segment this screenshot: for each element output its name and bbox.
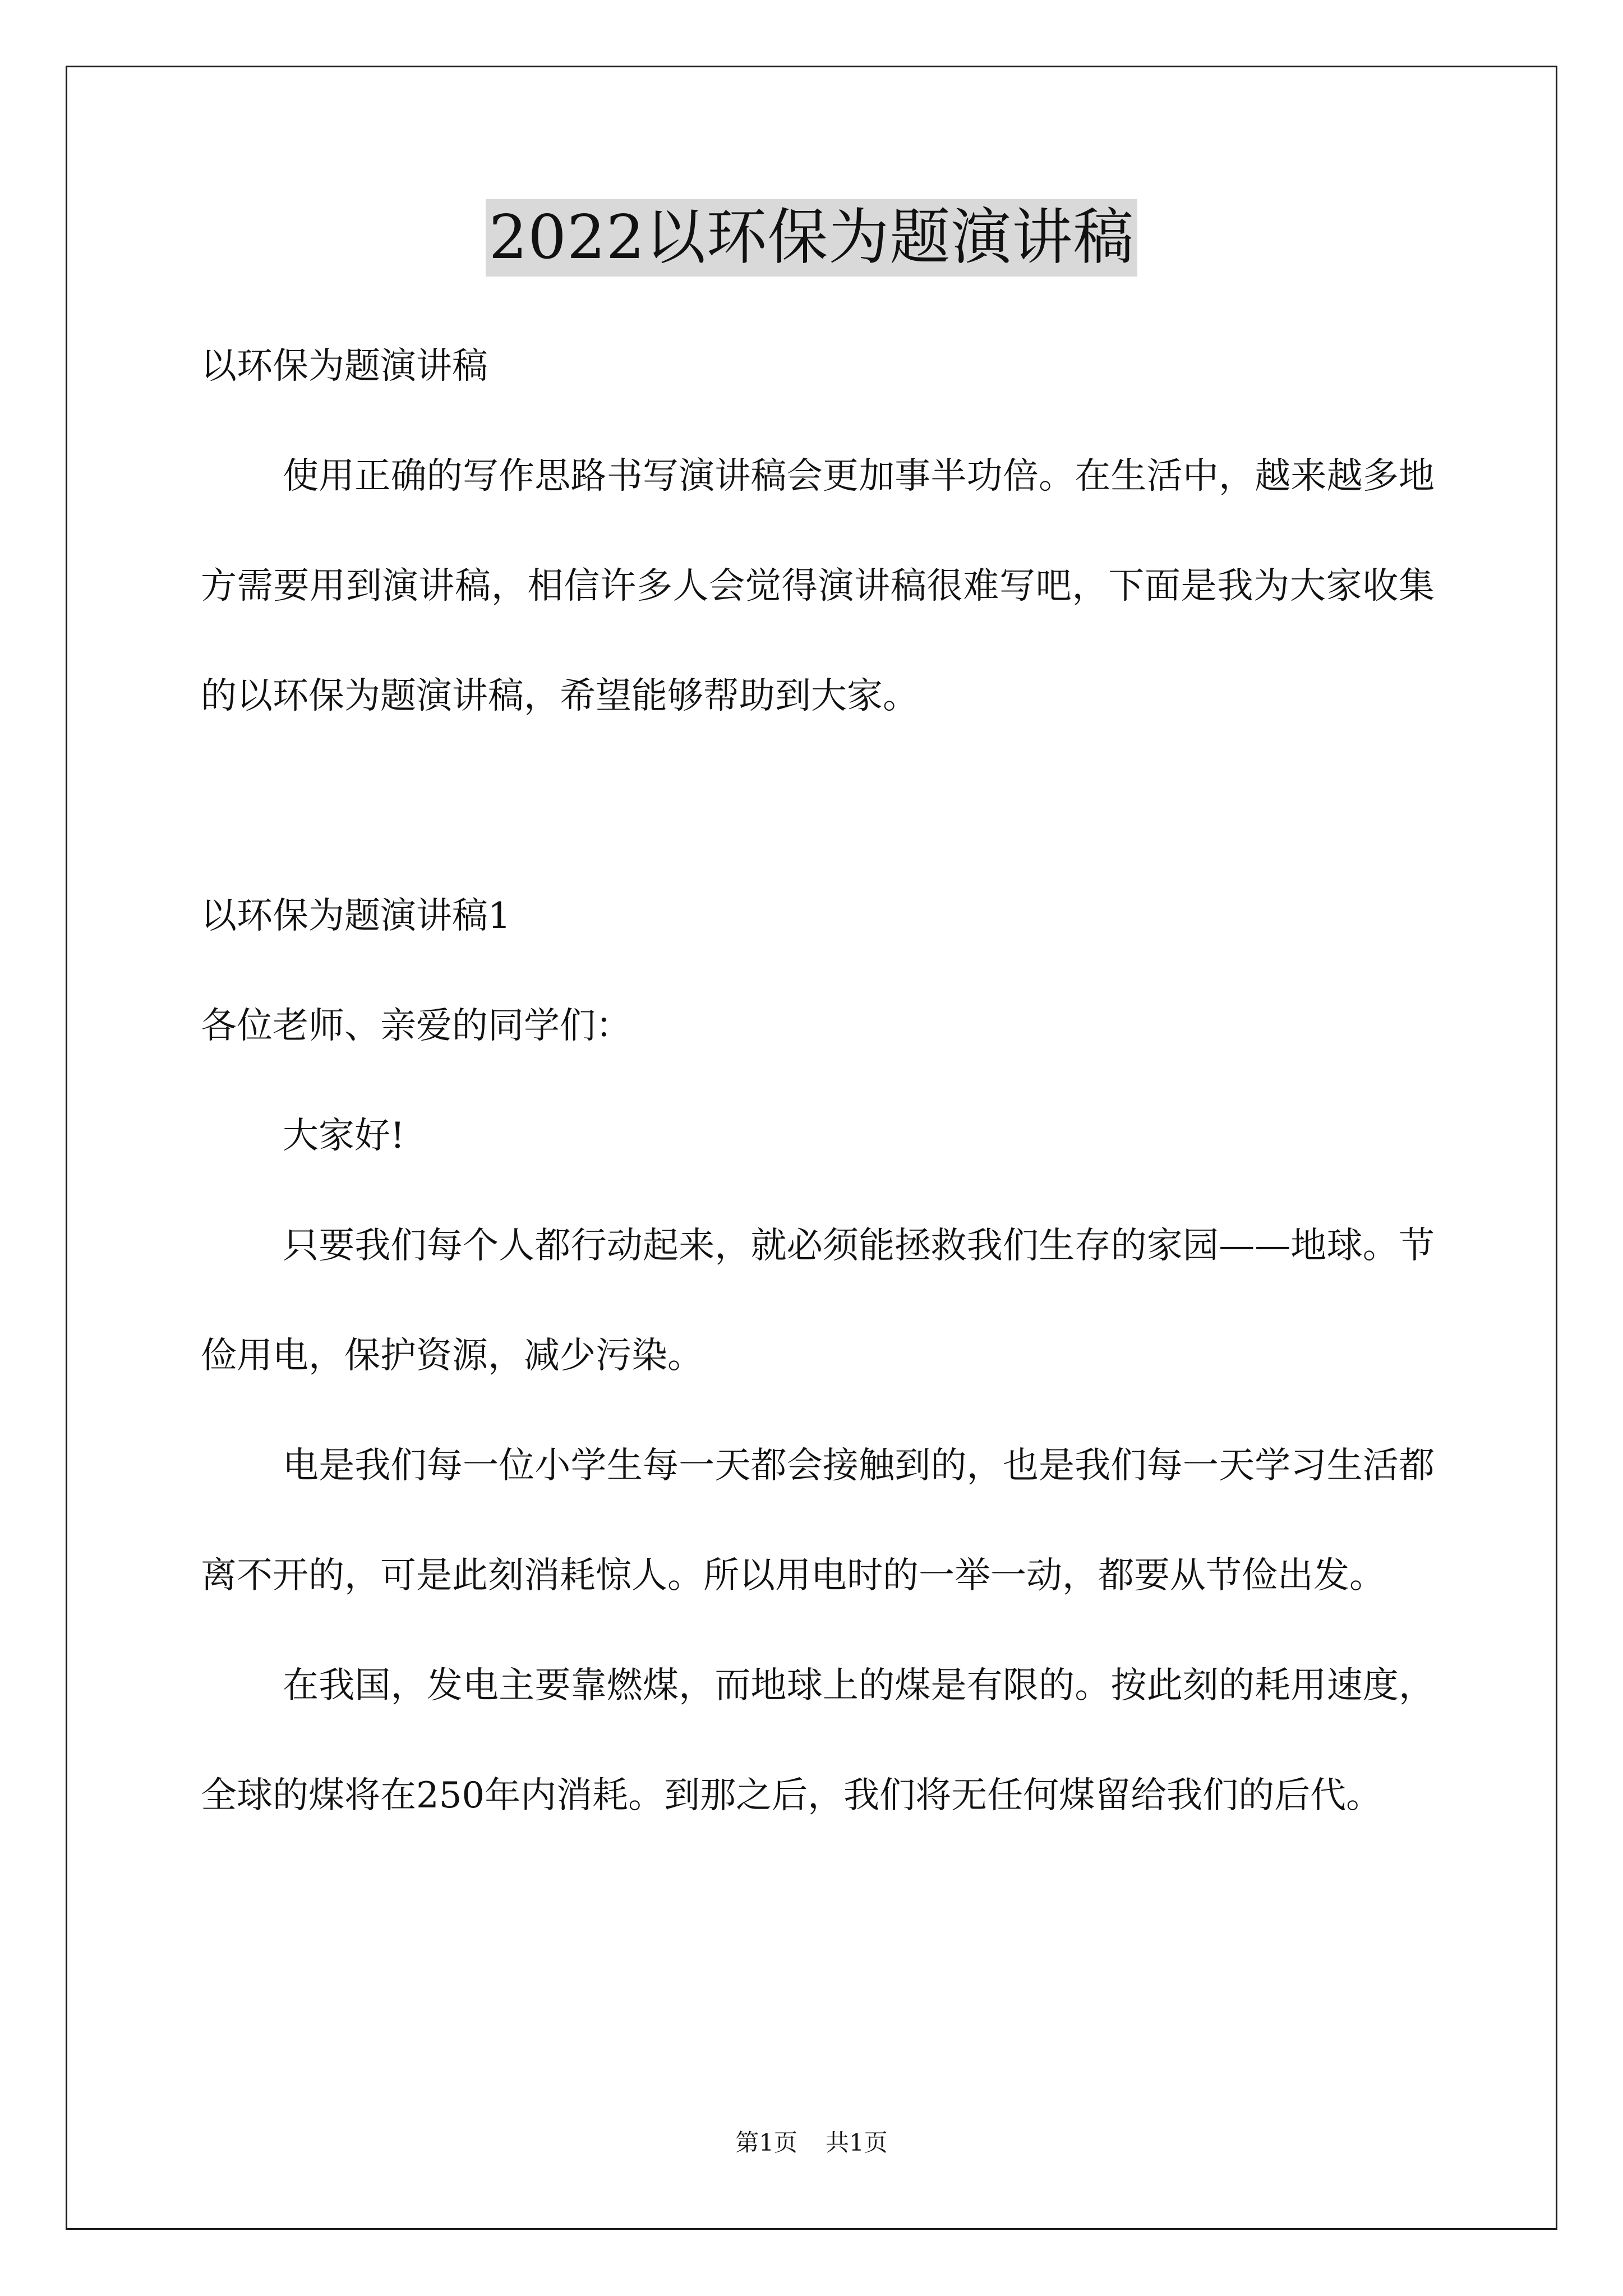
section-heading: 以环保为题演讲稿1 [201, 895, 511, 937]
document-title: 2022以环保为题演讲稿 [486, 199, 1138, 277]
greeting: 大家好! [283, 1115, 405, 1157]
body-paragraph: 电是我们每一位小学生每一天都会接触到的，也是我们每一天学习生活都离不开的，可是此刻消耗惊人。所以用电时的一举一动，都要从节俭出发。 [201, 1445, 1435, 1596]
subtitle: 以环保为题演讲稿 [201, 346, 488, 387]
blank-line [201, 751, 1435, 861]
page-number: 第1页 [735, 2129, 797, 2156]
document-body [201, 311, 1435, 1851]
page-total: 共1页 [826, 2129, 888, 2156]
page-footer [0, 2126, 1623, 2160]
intro-paragraph: 使用正确的写作思路书写演讲稿会更加事半功倍。在生活中，越来越多地方需要用到演讲稿，相信许多人会觉得演讲稿很难写吧，下面是我为大家收集的以环保为题演讲稿，希望能够帮助到大家。 [201, 455, 1435, 717]
body-paragraph: 只要我们每个人都行动起来，就必须能拯救我们生存的家园——地球。节俭用电，保护资源，减少污染。 [201, 1225, 1435, 1377]
title-container [0, 199, 1623, 277]
body-paragraph: 在我国，发电主要靠燃煤，而地球上的煤是有限的。按此刻的耗用速度，全球的煤将在250年内消耗。到那之后，我们将无任何煤留给我们的后代。 [201, 1665, 1435, 1816]
salutation: 各位老师、亲爱的同学们： [201, 1005, 631, 1047]
